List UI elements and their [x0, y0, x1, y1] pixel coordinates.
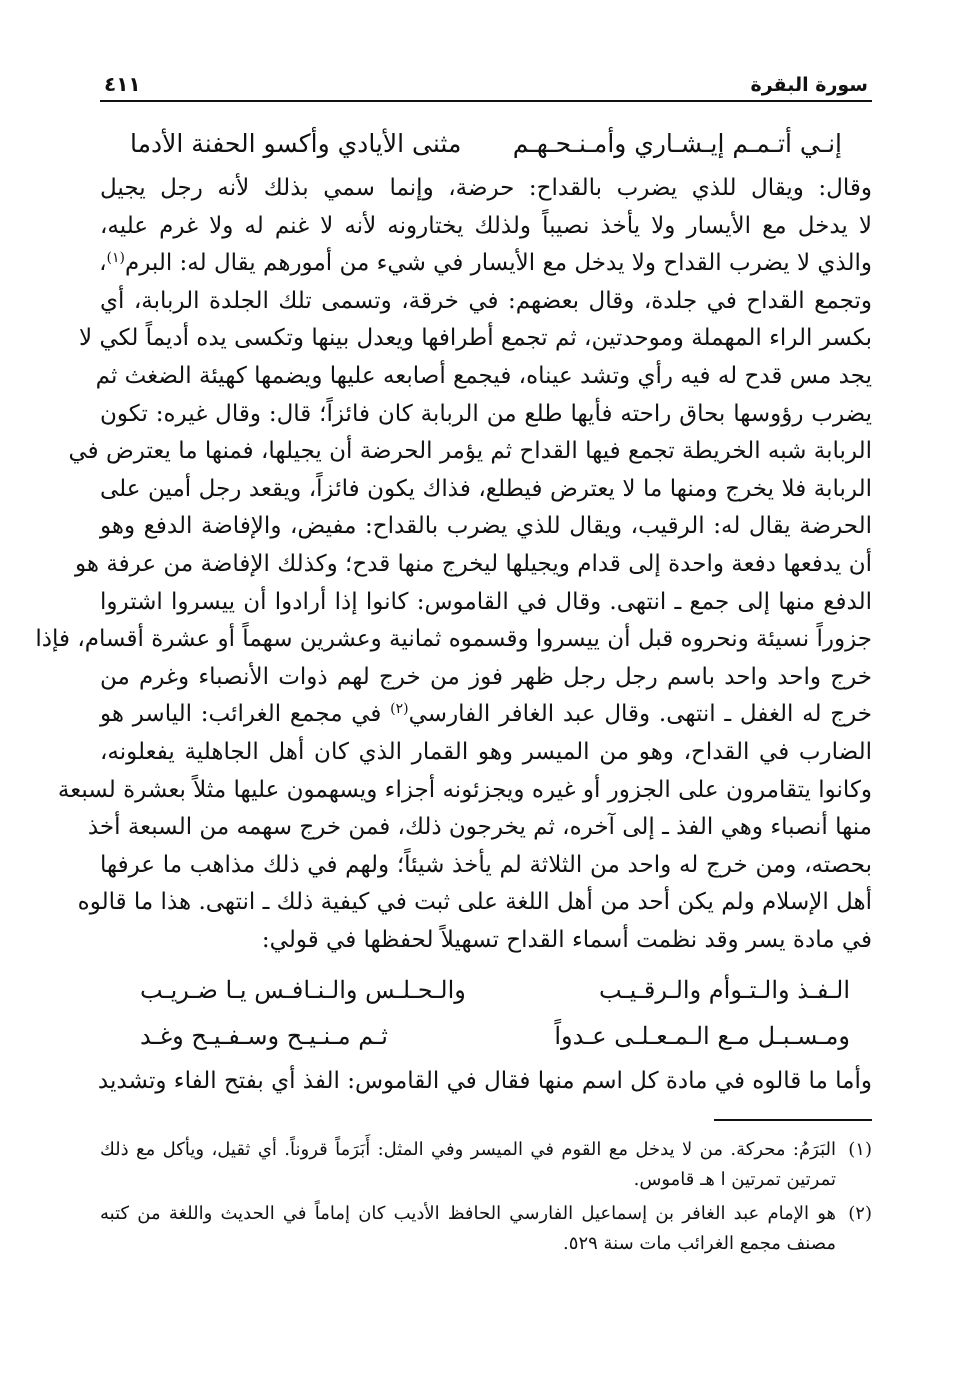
book-page [35, 62, 872, 1259]
text-segment: في مجمع الغرائب: الياسر هو [100, 701, 391, 728]
text-segment: والذي لا يضرب القداح ولا يدخل مع الأيسار في شيء من أمورهم يقال له: البرم [124, 250, 872, 277]
footnotes [100, 1135, 872, 1259]
text-line: وكانوا يتقامرون على الجزور أو غيره ويجزئونه أجزاء ويسهمون عليها مثلاً بعشرة لسبعة [57, 776, 872, 803]
footnote-ref-2[interactable]: (٢) [390, 701, 409, 718]
surah-title: سورة البقرة [750, 74, 868, 96]
footnote-number: (١) [848, 1139, 872, 1161]
footnote-line: البَرَمُ: محركة. من لا يدخل مع القوم في الميسر وفي المثل: أَبَرَماً قروناً. أي ثقيل، ويأكل مع ذلك [100, 1139, 836, 1161]
footnote-number: (٢) [848, 1203, 872, 1225]
footnote-text [100, 1199, 836, 1259]
poem-verse [100, 1013, 872, 1059]
text-line: وتجمع القداح في جلدة، وقال بعضهم: في خرقة، وتسمى تلك الجلدة الربابة، أي [100, 287, 872, 314]
text-line: بحصته، ومن خرج له واحد من الثلاثة لم يأخذ شيئاً؛ ولهم في ذلك مذاهب ما عرفها [100, 851, 872, 878]
body-text [35, 170, 872, 959]
footnote-2 [100, 1199, 872, 1259]
running-header [100, 62, 872, 102]
footnote-line: هو الإمام عبد الغافر بن إسماعيل الفارسي الحافظ الأديب كان إماماً في الحديث واللغة من كتبه [100, 1203, 836, 1225]
verse-right-hemistich: الـفـذ والـتـوأم والـرقـيـب [598, 976, 850, 1005]
footnote-ref-1[interactable]: (١) [106, 250, 125, 267]
verse-left-hemistich: ثـم مـنـيـح وسـفـيـح وغـد [140, 1022, 388, 1051]
text-line: الربابة فلا يخرج ومنها ما لا يعترض فيطلع، فذاك يكون فائزاً، ويقعد رجل أمين على [100, 475, 872, 502]
text-line: يضرب رؤوسها بحاق راحته فأيها طلع من الربابة كان فائزاً؛ قال: وقال غيره: تكون [100, 400, 872, 427]
verse-right-hemistich: ومـسـبـل مـع الـمـعـلـى عـدواً [554, 1022, 850, 1051]
text-segment: ، [99, 250, 107, 277]
text-line: الدفع منها إلى جمع ـ انتهى. وقال في القاموس: كانوا إذا أرادوا أن ييسروا اشتروا [100, 588, 872, 615]
text-line [100, 696, 872, 734]
text-line: الربابة شبه الخريطة تجمع فيها القداح ثم يؤمر الحرضة أن يجيلها، فمنها ما يعترض في [68, 438, 872, 465]
footnote-1 [100, 1135, 872, 1195]
verse-left-hemistich: مثنى الأيادي وأكسو الحفنة الأدما [130, 129, 462, 158]
poem-verse [100, 122, 872, 166]
text-line: الضارب في القداح، وهو من الميسر وهو القمار الذي كان أهل الجاهلية يفعلونه، [100, 738, 872, 765]
text-line: أن يدفعها دفعة واحدة إلى قدام ويجيلها ليخرج منها قدح؛ وكذلك الإفاضة من عرفة هو [75, 550, 872, 577]
text-line [100, 245, 872, 283]
text-line: خرج واحد واحد باسم رجل رجل ظهر فوز من خرج لهم ذوات الأنصباء وغرم من [100, 663, 872, 690]
poem-verse [100, 967, 872, 1013]
text-line: يجد مس قدح له فيه رأي وتشد عيناه، فيجمع أصابعه عليها ويضمها كهيئة الضغث ثم [95, 362, 872, 389]
text-line: أهل الإسلام ولم يكن أحد من أهل اللغة على ثبت في كيفية ذلك ـ انتهى. هذا ما قالوه [77, 889, 872, 916]
text-line: بكسر الراء المهملة وموحدتين، ثم تجمع أطرافها ويعدل بينها وتكسى يده أديماً لكي لا [79, 325, 872, 352]
text-line: لا يدخل مع الأيسار ولا يأخذ نصيباً ولذلك يختارونه لأنه لا غنم له ولا غرم عليه، [100, 212, 872, 239]
footnote-line: تمرتين تمرتين ا هـ قاموس. [633, 1169, 836, 1191]
text-line: وقال: ويقال للذي يضرب بالقداح: حرضة، وإنما سمي بذلك لأنه رجل يجيل [100, 175, 872, 201]
text-line: الحرضة يقال له: الرقيب، ويقال للذي يضرب بالقداح: مفيض، والإفاضة الدفع وهو [100, 513, 872, 540]
text-line: جزوراً نسيئة ونحروه قبل أن ييسروا وقسموه ثمانية وعشرين سهماً أو عشرة أقسام، فإذا [35, 626, 872, 653]
footnote-divider [714, 1119, 872, 1121]
footnote-text [100, 1135, 836, 1195]
text-line: وأما ما قالوه في مادة كل اسم منها فقال في القاموس: الفذ أي بفتح الفاء وتشديد [97, 1068, 872, 1095]
verse-left-hemistich: والـحـلـس والـنـافـس يـا ضـريـب [140, 976, 466, 1005]
footnote-line: مصنف مجمع الغرائب مات سنة ٥٢٩. [563, 1233, 836, 1255]
verse-right-hemistich: إنـي أتـمـم إيـشـاري وأمـنـحـهـم [512, 129, 842, 158]
poem-block [97, 967, 872, 1101]
text-segment: خرج له الغفل ـ انتهى. وقال عبد الغافر الفارسي [408, 701, 872, 728]
text-line: منها أنصباء وهي الفذ ـ إلى آخره، ثم يخرجون ذلك، فمن خرج سهمه من السبعة أخذ [87, 814, 872, 841]
text-line: في مادة يسر وقد نظمت أسماء القداح تسهيلاً لحفظها في قولي: [261, 926, 872, 953]
page-number: ٤١١ [104, 72, 141, 96]
